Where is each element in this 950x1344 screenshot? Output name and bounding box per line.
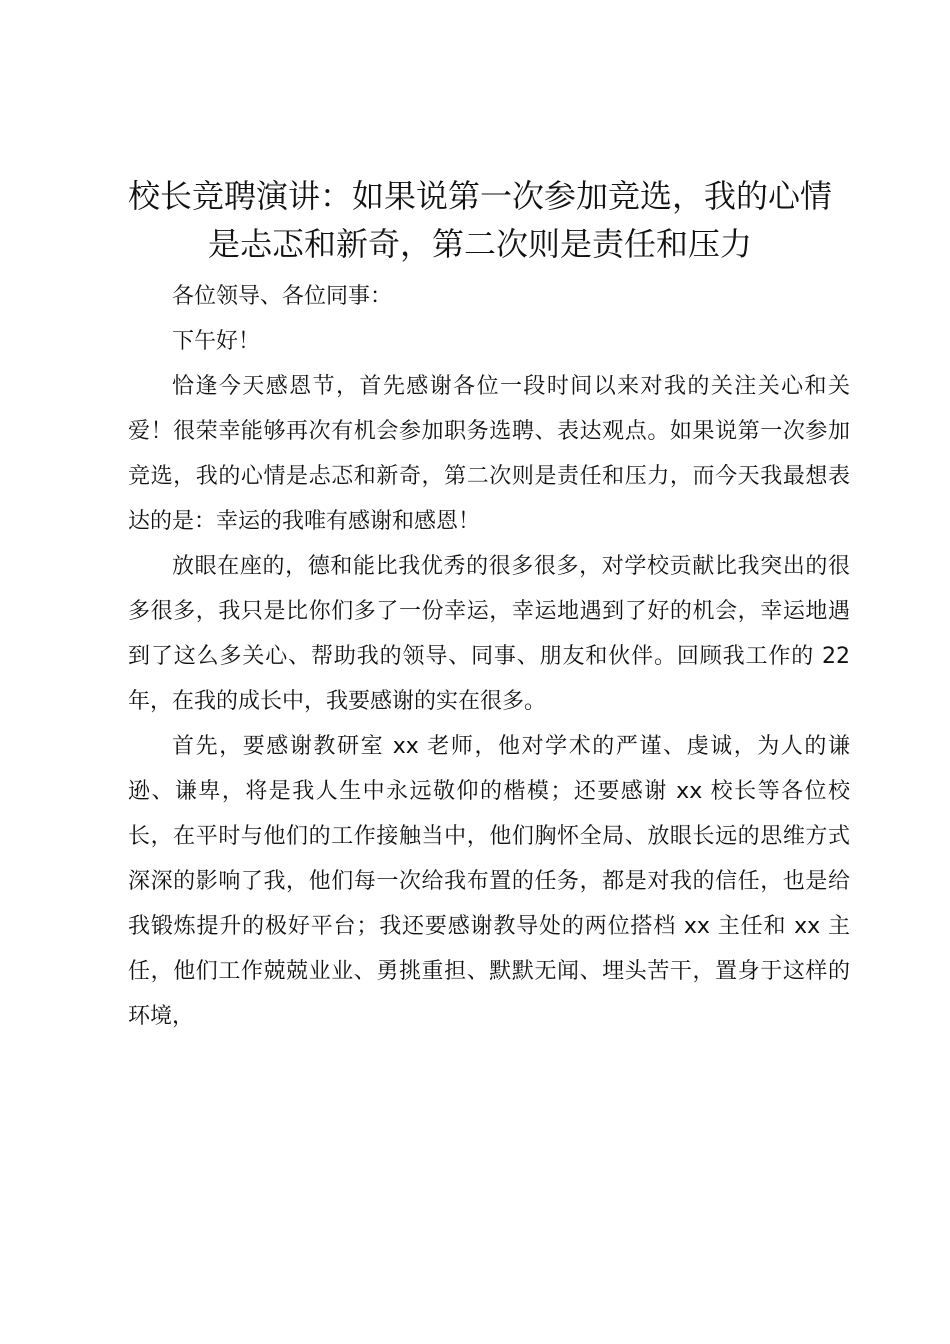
greeting-paragraph: 各位领导、各位同事： [172, 284, 393, 309]
body-paragraph: 恰逢今天感恩节，首先感谢各位一段时间以来对我的关注关心和关爱！很荣幸能够再次有机会参加职务选聘、表达观点。如果说第一次参加竞选，我的心情是忐忑和新奇，第二次则是责任和压力，而今天我最想表达的是：幸运的我唯有感谢和感恩！ [128, 374, 850, 534]
salutation-paragraph: 下午好！ [172, 329, 261, 354]
body-paragraph: 放眼在座的，德和能比我优秀的很多很多，对学校贡献比我突出的很多很多，我只是比你们多了一份幸运，幸运地遇到了好的机会，幸运地遇到了这么多关心、帮助我的领导、同事、朋友和伙伴。回顾我工作的 22 年，在我的成长中，我要感谢的实在很多。 [128, 554, 850, 714]
document-body [128, 274, 850, 1039]
document-title: 校长竞聘演讲：如果说第一次参加竞选，我的心情是忐忑和新奇，第二次则是责任和压力 [127, 177, 832, 263]
body-paragraph: 首先，要感谢教研室 xx 老师，他对学术的严谨、虔诚，为人的谦逊、谦卑，将是我人生中永远敬仰的楷模；还要感谢 xx 校长等各位校长，在平时与他们的工作接触当中，他们胸怀全局、放眼长远的思维方式深深的影响了我，他们每一次给我布置的任务，都是对我的信任，也是给我锻炼提升的极好平台；我还要感谢教导处的两位搭档 xx 主任和 xx 主任，他们工作兢兢业业、勇挑重担、默默无闻、埋头苦干，置身于这样的环境， [128, 734, 850, 1029]
